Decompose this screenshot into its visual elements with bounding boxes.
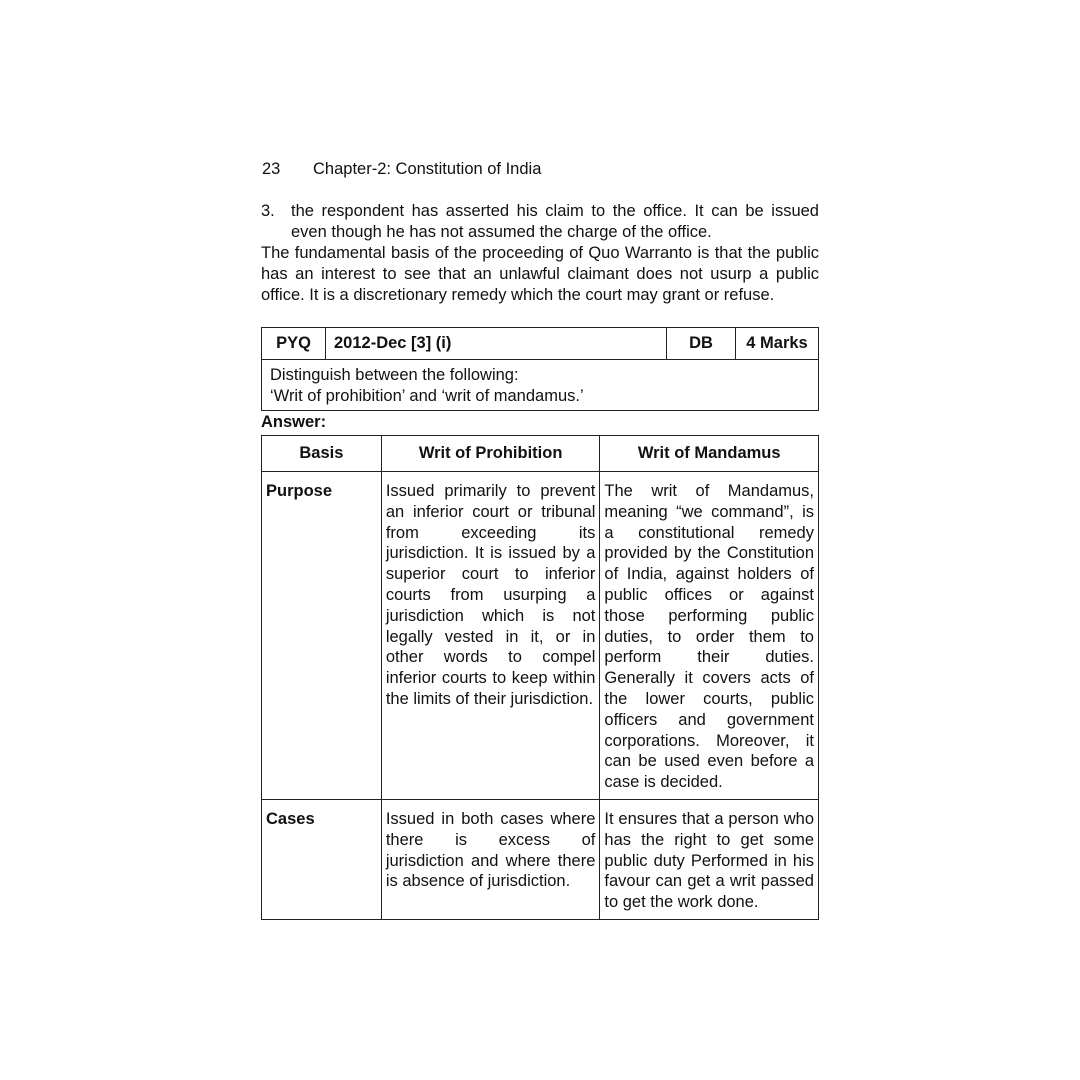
question-line-1: Distinguish between the following: (270, 366, 519, 384)
pyq-header-row (262, 328, 819, 360)
row-mandamus: The writ of Mandamus, meaning “we command”, is a constitutional remedy provided by the Constitution of India, against holders of public offices or against those performing public duties, to order them to perform their duties. Generally it covers acts of the lower courts, public officers and government corporations. Moreover, it can be used even before a case is decided. (600, 472, 819, 800)
page-number: 23 (262, 160, 281, 178)
table-row (262, 472, 819, 800)
comparison-table (261, 435, 819, 920)
question-line-2: ‘Writ of prohibition’ and ‘writ of mandamus.’ (270, 386, 584, 405)
table-row (262, 799, 819, 919)
pyq-question (262, 360, 819, 411)
chapter-title: Chapter-2: Constitution of India (313, 160, 542, 178)
page-header (262, 160, 541, 179)
table-header-row (262, 436, 819, 472)
point-number: 3. (261, 202, 275, 220)
answer-label: Answer: (261, 413, 327, 431)
numbered-point (261, 201, 819, 243)
point-text: the respondent has asserted his claim to the office. It can be issued even though he has not assumed the charge of the office. (291, 202, 819, 241)
pyq-table (261, 327, 819, 411)
body-paragraph: The fundamental basis of the proceeding of Quo Warranto is that the public has an interest to see that an unlawful claimant does not usurp a public office. It is a discretionary remedy which the court may grant or refuse. (261, 244, 819, 304)
row-prohibition: Issued in both cases where there is excess of jurisdiction and where there is absence of jurisdiction. (381, 799, 600, 919)
header-basis: Basis (262, 436, 382, 472)
pyq-question-row (262, 360, 819, 411)
header-prohibition: Writ of Prohibition (381, 436, 600, 472)
pyq-marks: 4 Marks (736, 328, 819, 360)
header-mandamus: Writ of Mandamus (600, 436, 819, 472)
row-basis: Cases (262, 799, 382, 919)
pyq-reference: 2012-Dec [3] (i) (326, 328, 667, 360)
pyq-source: DB (667, 328, 736, 360)
row-basis: Purpose (262, 472, 382, 800)
row-prohibition: Issued primarily to prevent an inferior court or tribunal from exceeding its jurisdiction. It is issued by a superior court to inferior courts from usurping a jurisdiction which is not legally vested in it, or in other words to compel inferior courts to keep within the limits of their jurisdiction. (381, 472, 600, 800)
row-mandamus: It ensures that a person who has the right to get some public duty Performed in his favour can get a writ passed to get the work done. (600, 799, 819, 919)
pyq-label: PYQ (262, 328, 326, 360)
